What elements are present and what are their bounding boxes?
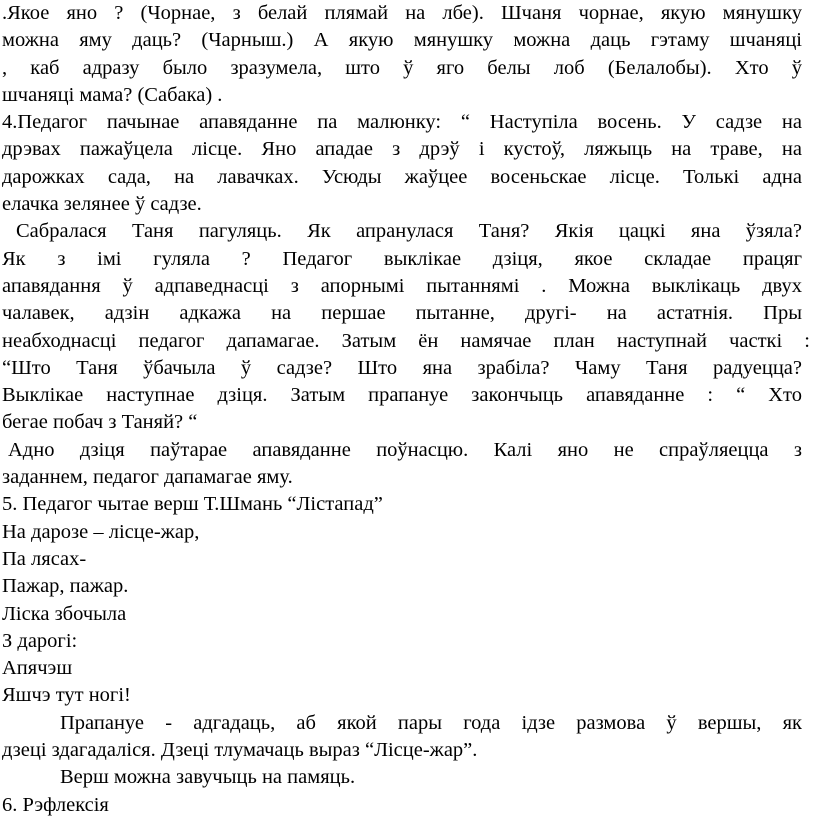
text-line-27: Прапануе - адгадаць, аб якой пары года ідзе размова ў вершы, як: [60, 711, 802, 734]
section-heading-6: 6. Рэфлексія: [2, 793, 109, 816]
text-line-28: дзеці здагадаліся. Дзеці тлумачаць выраз “Лісце-жар”.: [2, 739, 478, 762]
text-line-14: “Што Таня ўбачыла ў садзе? Што яна зрабіла? Чаму Таня радуецца?: [2, 356, 802, 379]
text-line-6: дрэвах пажаўцела лісце. Яно ападае з дрэў і кустоў, ляжыць на траве, на: [2, 138, 802, 161]
text-line-17: Адно дзіця паўтарае апавяданне поўнасцю. Калі яно не спраўляецца з: [8, 438, 802, 461]
poem-line-2: Па лясах-: [2, 547, 87, 570]
poem-line-3: Пажар, пажар.: [2, 575, 129, 598]
poem-line-4: Ліска збочыла: [2, 602, 127, 625]
poem-line-7: Яшчэ тут ногі!: [2, 684, 131, 707]
text-line-3: , каб адразу было зразумела, што ў яго белы лоб (Белалобы). Хто ў: [2, 56, 802, 79]
text-line-1: .Якое яно ? (Чорнае, з белай плямай на лбе). Шчаня чорнае, якую мянушку: [2, 2, 802, 24]
text-line-2: можна яму даць? (Чарныш.) А якую мянушку можна даць гэтаму шчаняці: [2, 29, 802, 52]
text-line-15: Выклікае наступнае дзіця. Затым прапануе закончыць апавяданне : “ Хто: [2, 384, 802, 407]
text-line-4: шчаняці мама? (Сабака) .: [2, 83, 223, 106]
text-line-7: дарожках сада, на лавачках. Усюды жаўцее восеньскае лісце. Толькі адна: [2, 165, 802, 188]
section-heading-5: 5. Педагог чытае верш Т.Шмань “Лістапад”: [2, 493, 383, 516]
text-line-11: апавядання ў адпаведнасці з апорнымі пытаннямі . Можна выклікаць двух: [2, 274, 802, 297]
text-line-16: бегае побач з Таняй? “: [2, 411, 198, 434]
poem-line-6: Апячэш: [2, 657, 73, 680]
text-line-12: чалавек, адзін адкажа на першае пытанне, другі- на астатнія. Пры: [2, 302, 802, 325]
text-line-8: елачка зелянее ў садзе.: [2, 193, 202, 216]
text-line-10: Як з імі гуляла ? Педагог выклікае дзіця, якое складае працяг: [2, 247, 802, 270]
poem-line-5: З дарогі:: [2, 629, 78, 652]
text-line-5: 4.Педагог пачынае апавяданне па малюнку: “ Наступіла восень. У садзе на: [2, 111, 802, 134]
text-line-18: заданнем, педагог дапамагае яму.: [2, 466, 293, 489]
text-line-29: Верш можна завучыць на памяць.: [60, 766, 356, 789]
poem-line-1: На дарозе – лісце-жар,: [2, 520, 200, 543]
text-line-13: неабходнасці педагог дапамагае. Затым ён намячае план наступнай часткі :: [2, 329, 810, 352]
text-line-9: Сабралася Таня пагуляць. Як апранулася Таня? Якія цацкі яна ўзяла?: [16, 220, 802, 243]
